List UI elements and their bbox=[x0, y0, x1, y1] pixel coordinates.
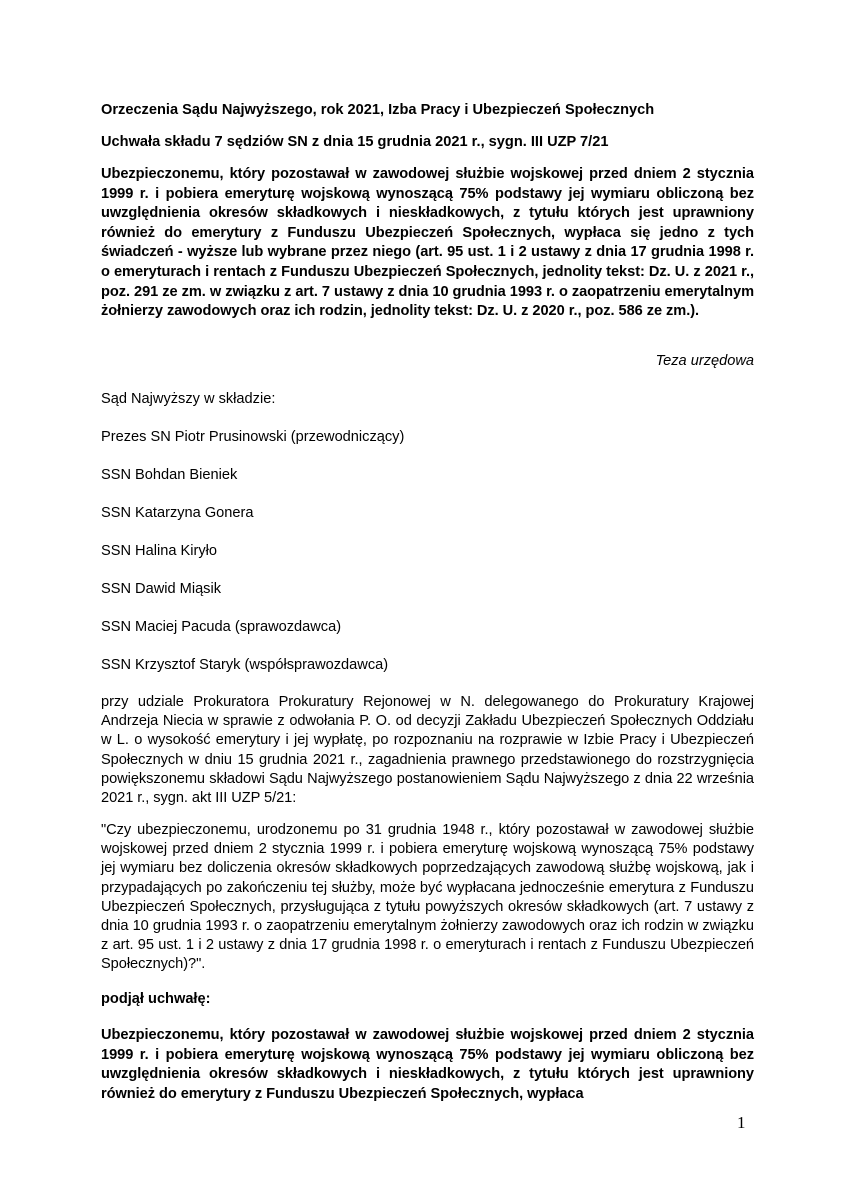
judge-item: SSN Halina Kiryło bbox=[101, 543, 217, 559]
decision-label: podjął uchwałę: bbox=[101, 991, 211, 1007]
legal-question-paragraph: "Czy ubezpieczonemu, urodzonemu po 31 grudnia 1948 r., który pozostawał w zawodowej służbie wojskowej przed dniem 2 stycznia 1999 r. i pobiera emeryturę wojskową wynoszącą 75% podstawy jej wymiaru bez doliczenia okresów składkowych poprzedzających zawodową służbę wojskową, jak i przypadających po zakończeniu tej służby, może być wypłacana jednocześnie emerytura z Funduszu Ubezpieczeń Społecznych, przysługująca z tytułu powyższych okresów składkowych (art. 7 ustawy z dnia 10 grudnia 1993 r. o zaopatrzeniu emerytalnym żołnierzy zawodowych oraz ich rodzin w związku z art. 95 ust. 1 i 2 ustawy z dnia 17 grudnia 1998 r. o emeryturach i rentach z Funduszu Ubezpieczeń Społecznych)?". bbox=[101, 822, 754, 973]
court-composition-intro: Sąd Najwyższy w składzie: bbox=[101, 391, 276, 407]
resolution-title: Uchwała składu 7 sędziów SN z dnia 15 grudnia 2021 r., sygn. III UZP 7/21 bbox=[101, 134, 609, 150]
judge-item: SSN Dawid Miąsik bbox=[101, 581, 222, 597]
resolution-paragraph: Ubezpieczonemu, który pozostawał w zawodowej służbie wojskowej przed dniem 2 stycznia 1999 r. i pobiera emeryturę wojskową wynoszącą 75% podstawy jej wymiaru obliczoną bez uwzględnienia okresów składkowych i nieskładkowych, z tytułu których jest uprawniony również do emerytury z Funduszu Ubezpieczeń Społecznych, wypłaca bbox=[101, 1027, 754, 1102]
page-number: 1 bbox=[737, 1113, 746, 1132]
proceedings-paragraph: przy udziale Prokuratora Prokuratury Rejonowej w N. delegowanego do Prokuratury Krajowej Andrzeja Niecia w sprawie z odwołania P. O. od decyzji Zakładu Ubezpieczeń Społecznych Oddziału w L. o wysokość emerytury i jej wypłatę, po rozpoznaniu na rozprawie w Izbie Pracy i Ubezpieczeń Społecznych w dniu 15 grudnia 2021 r., zagadnienia prawnego przedstawionego do rozstrzygnięcia powiększonemu składowi Sądu Najwyższego postanowieniem Sądu Najwyższego z dnia 22 września 2021 r., sygn. akt III UZP 5/21: bbox=[101, 694, 754, 807]
collection-title: Orzeczenia Sądu Najwyższego, rok 2021, Izba Pracy i Ubezpieczeń Społecznych bbox=[101, 102, 655, 118]
judge-co-rapporteur: SSN Krzysztof Staryk (współsprawozdawca) bbox=[101, 657, 389, 673]
judge-rapporteur: SSN Maciej Pacuda (sprawozdawca) bbox=[101, 619, 342, 635]
thesis-label: Teza urzędowa bbox=[655, 353, 754, 369]
judge-item: SSN Katarzyna Gonera bbox=[101, 505, 254, 521]
judge-item: SSN Bohdan Bieniek bbox=[101, 467, 238, 483]
thesis-paragraph: Ubezpieczonemu, który pozostawał w zawodowej służbie wojskowej przed dniem 2 stycznia 1999 r. i pobiera emeryturę wojskową wynoszącą 75% podstawy jej wymiaru obliczoną bez uwzględnienia okresów składkowych i nieskładkowych, z tytułu których jest uprawniony również do emerytury z Funduszu Ubezpieczeń Społecznych, wypłaca się jedno z tych świadczeń - wyższe lub wybrane przez niego (art. 95 ust. 1 i 2 ustawy z dnia 17 grudnia 1998 r. o emeryturach i rentach z Funduszu Ubezpieczeń Społecznych, jednolity tekst: Dz. U. z 2021 r., poz. 291 ze zm. w związku z art. 7 ustawy z dnia 10 grudnia 1993 r. o zaopatrzeniu emerytalnym żołnierzy zawodowych oraz ich rodzin, jednolity tekst: Dz. U. z 2020 r., poz. 586 ze zm.). bbox=[101, 166, 754, 320]
judge-presiding: Prezes SN Piotr Prusinowski (przewodniczący) bbox=[101, 429, 405, 445]
